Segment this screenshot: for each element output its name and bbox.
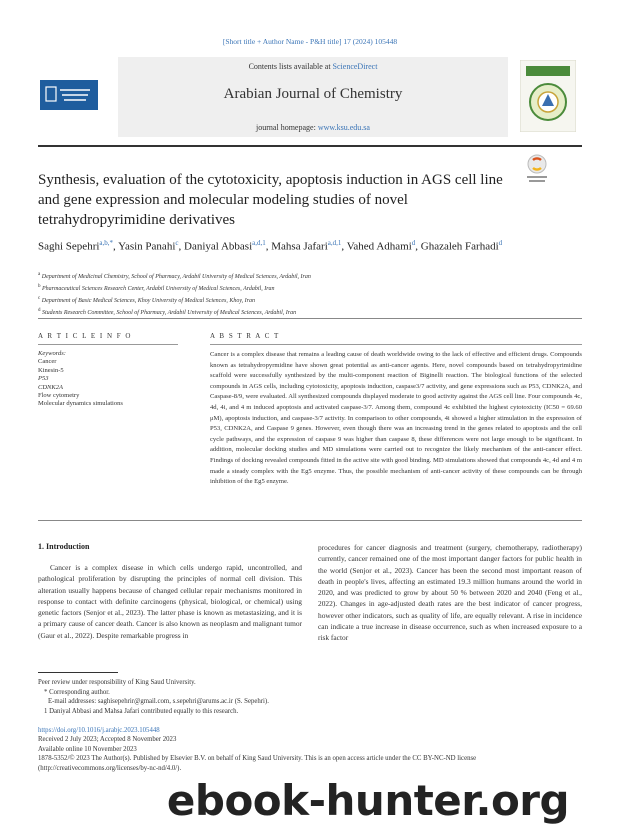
author-name[interactable]: Daniyal Abbasi bbox=[184, 240, 253, 253]
footnotes bbox=[38, 678, 578, 716]
check-for-updates-icon[interactable] bbox=[525, 154, 549, 186]
introduction-heading: 1. Introduction bbox=[38, 542, 90, 551]
affiliation-item: $^c$ Department of Basic Medical Sciences, Khoy University of Medical Sciences, Khoy, Iran bbox=[38, 296, 256, 304]
journal-homepage-line: journal homepage: www.ksu.edu.sa bbox=[256, 123, 370, 132]
author-name[interactable]: Saghi Sepehri bbox=[38, 240, 100, 253]
keywords-title: Keywords: bbox=[38, 350, 66, 357]
doi-link[interactable]: https://doi.org/10.1016/j.arabjc.2023.105448 bbox=[38, 727, 160, 734]
footnote-divider bbox=[38, 672, 118, 673]
journal-title: Arabian Journal of Chemistry bbox=[223, 86, 403, 102]
author-affiliation-marker[interactable]: a,b,* bbox=[99, 239, 114, 247]
contents-available-line: Contents lists available at ScienceDirect bbox=[248, 62, 378, 71]
article-info-divider bbox=[38, 344, 178, 345]
affiliations-list bbox=[38, 270, 578, 318]
arabian-journal-of-chemistry-cover-icon bbox=[520, 60, 576, 132]
author-affiliation-marker[interactable]: a,d,1 bbox=[252, 239, 266, 247]
running-header-citation[interactable]: [Short title + Author Name - P&H title] 17 (2024) 105448 bbox=[222, 37, 398, 46]
author-name[interactable]: Mahsa Jafari bbox=[271, 240, 328, 253]
introduction-column-left: Cancer is a complex disease in which cells undergo rapid, uncontrolled, and pathological proliferation by disrupting the principles of normal cell division. This alteration usually happens because of changed cellular repair mechanisms monitored in response to contact with definite carcinogens (physical, biological, or chemical) using genetic factors (Senjor et al., 2023). The latter phase is known as metastasizing, and it is a primary cause of cancer death. Cancer is also known as neoplasm and malignant tumor (Gaur et al., 2022). Despite remarkable progress in bbox=[38, 563, 302, 640]
banner-divider bbox=[38, 145, 582, 147]
keyword-item: Kinesin-5 bbox=[38, 366, 64, 374]
introduction-column-right: procedures for cancer diagnosis and treatment (surgery, chemotherapy, radiotherapy) currently, cancer remained one of the most important danger factors for public health in the world (Senjor et al., 2023). Cancer has been the second most important reason of death in people's lives, affecting an estimated 19.3 million humans around the world in 2020, and was predicted to grow by about 50 % between 2020 and 2040 (Feng et al., 2022). Changes in age-adjusted death rates are the best indicator of cancer progress, however other indicators, such as quality of life, are equally relevant. A rise in incidence can indicate a true increase in disease occurrence, such as when increased exposure to a risk factor bbox=[318, 543, 582, 643]
keyword-item: CDNK2A bbox=[38, 383, 63, 391]
author-affiliation-marker[interactable]: a,d,1 bbox=[327, 239, 342, 247]
section-divider bbox=[38, 520, 582, 521]
affiliation-item: $^d$ Students Research Committee, School of Pharmacy, Ardabil University of Medical Sciences, Ardabil, Iran bbox=[38, 308, 297, 316]
author-list: Saghi Sepehri$^{a,b,*}$, Yasin Panahi$^c$, Daniyal Abbasi$^{a,d,1}$, Mahsa Jafari$^{a,d,1}$, Vahed Adhami$^d$, Ghazaleh Farhadi$^d$ bbox=[38, 239, 503, 253]
section-divider bbox=[38, 318, 582, 319]
author-affiliation-marker[interactable]: c bbox=[175, 239, 179, 247]
available-online-date: Available online 10 November 2023 bbox=[38, 745, 137, 753]
footnote-item[interactable]: E-mail addresses: saghisepehrir@gmail.com, s.sepehri@arums.ac.ir (S. Sepehri). bbox=[48, 698, 269, 706]
license-statement: 1878-5352/© 2023 The Author(s). Published by Elsevier B.V. on behalf of King Saud University. This is an open access article under the CC BY-NC-ND license (http://creativecommons.org/licenses/by-nc-nd/4.0/). bbox=[38, 755, 477, 772]
sciencedirect-link[interactable]: ScienceDirect bbox=[332, 62, 378, 71]
king-saud-university-logo bbox=[40, 80, 98, 110]
abstract-divider bbox=[210, 344, 582, 345]
article-info-heading: A R T I C L E I N F O bbox=[38, 332, 132, 340]
keyword-item: Molecular dynamics simulations bbox=[38, 400, 123, 408]
author-name[interactable]: Ghazaleh Farhadi bbox=[420, 240, 499, 253]
publication-info bbox=[38, 726, 582, 773]
watermark-text: ebook-hunter.org bbox=[166, 776, 570, 825]
affiliation-item: $^a$ Department of Medicinal Chemistry, School of Pharmacy, Ardabil University of Medical Sciences, Ardabil, Iran bbox=[38, 272, 311, 280]
author-affiliation-marker[interactable]: d bbox=[498, 239, 503, 247]
keyword-item: Flow cytometry bbox=[38, 392, 80, 400]
footnote-item: Peer review under responsibility of King Saud University. bbox=[38, 679, 196, 686]
keyword-item: Cancer bbox=[38, 358, 57, 366]
keywords-list bbox=[38, 350, 188, 409]
keyword-item: P53 bbox=[38, 375, 49, 383]
author-affiliation-marker[interactable]: d bbox=[411, 239, 416, 247]
abstract-heading: A B S T R A C T bbox=[210, 332, 280, 340]
author-name[interactable]: Vahed Adhami bbox=[346, 240, 412, 253]
article-title: Synthesis, evaluation of the cytotoxicity, apoptosis induction in AGS cell line and gene expression and molecular modeling studies of novel tetrahydropyrimidine derivatives bbox=[38, 172, 503, 228]
abstract-body: Cancer is a complex disease that remains a leading cause of death worldwide owing to the lack of effective and efficient drugs. Compounds known as tetrahydropyrmidine have shown great potential as anti-cancer agents. Here, novel compounds based on tetrahydropyrimidine scaffold were successfully synthesized by the multi-component reaction of Biginelli reaction. The biological functions of the selected compounds in AGS cells, including cytotoxicity, apoptosis induction, caspase3/7 activity, and gene expressions such as P53, CDNK2A, and Caspase-8/9, were evaluated. All synthesized compounds displayed moderate to good activity against the AGS cell line. Four compounds 4c, 4d, 4i, and 4 m induced apoptosis and activated caspase-3/7. Among them, compound 4c exhibited the highest cytotoxicity (IC50 = 69.60 μM), apoptosis induction, and caspase-3/7 activity. In comparison to other compounds, 4i showed a higher stimulation in the expression of P53, CDNK2A, and Caspase 9 genes. However, even though there was an increasing trend in the genes related to apoptosis and the cell cycle pathways, and the expression of caspase 9 was higher than caspase 8, these differences were not large enough to be significant. In addition, molecular docking studies and MD simulations were carried out to recognize the likely mechanism of the anti-cancer effect. Findings of docking revealed compounds fitted in the active site with good binding. MD simulations showed that compounds 4c, 4d and 4 m made a steady complex with the Eg5 enzyme. Thus, the possible mechanism of anti-cancer activity of these compounds can be through inhibition of the Eg5 enzyme. bbox=[210, 351, 582, 486]
affiliation-item: $^b$ Pharmaceutical Sciences Research Center, Ardabil University of Medical Sciences, Ardabil, Iran bbox=[38, 284, 275, 292]
journal-homepage-link[interactable]: www.ksu.edu.sa bbox=[317, 123, 370, 132]
received-dates: Received 2 July 2023; Accepted 8 November 2023 bbox=[38, 736, 177, 744]
footnote-item: * Corresponding author. bbox=[44, 688, 110, 696]
footnote-item: 1 Daniyal Abbasi and Mahsa Jafari contributed equally to this research. bbox=[44, 707, 239, 715]
author-name[interactable]: Yasin Panahi bbox=[118, 240, 176, 253]
